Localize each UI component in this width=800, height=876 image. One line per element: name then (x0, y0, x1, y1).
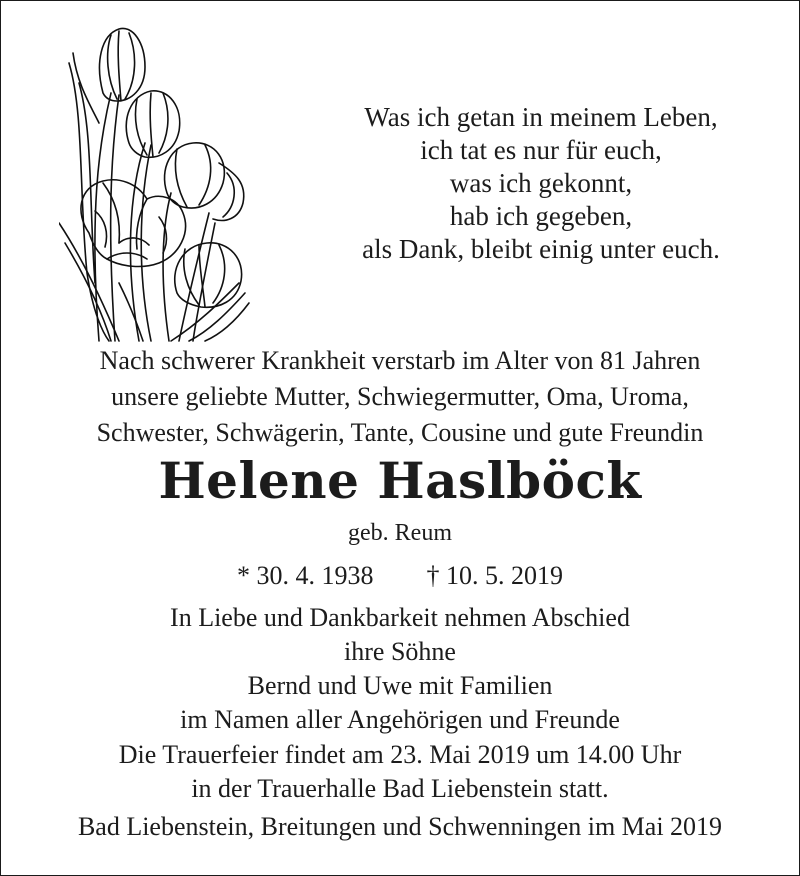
poem-line: Was ich getan in meinem Leben, (364, 102, 718, 132)
memorial-poem (321, 101, 761, 266)
poem-line: was ich gekonnt, (449, 168, 633, 198)
death-date: † 10. 5. 2019 (426, 561, 563, 590)
birth-date: * 30. 4. 1938 (237, 561, 374, 590)
funeral-line: in der Trauerhalle Bad Liebenstein statt. (191, 774, 609, 803)
deceased-name: Helene Haslböck (158, 451, 642, 510)
mourners-line: im Namen aller Angehörigen und Freunde (180, 705, 620, 734)
announcement-line: Schwester, Schwägerin, Tante, Cousine und gute Freundin (96, 418, 704, 447)
announcement-line: unsere geliebte Mutter, Schwiegermutter, Oma, Uroma, (111, 382, 689, 411)
mourners-line: ihre Söhne (344, 637, 456, 666)
poem-line: hab ich gegeben, (449, 201, 633, 231)
mourners-line: In Liebe und Dankbarkeit nehmen Abschied (170, 603, 630, 632)
funeral-details (1, 738, 799, 806)
poem-line: als Dank, bleibt einig unter euch. (362, 234, 720, 264)
announcement-line: Nach schwerer Krankheit verstarb im Alter von 81 Jahren (99, 346, 701, 375)
mourners-line: Bernd und Uwe mit Familien (247, 671, 553, 700)
place-and-date: Bad Liebenstein, Breitungen und Schwenningen im Mai 2019 (77, 812, 723, 841)
poem-line: ich tat es nur für euch, (420, 135, 662, 165)
tulip-bouquet-icon (59, 23, 259, 343)
mourners-block (1, 601, 799, 737)
life-dates (1, 559, 799, 593)
funeral-line: Die Trauerfeier findet am 23. Mai 2019 um 14.00 Uhr (118, 740, 682, 769)
death-announcement (1, 343, 799, 451)
birth-name: geb. Reum (348, 520, 452, 546)
